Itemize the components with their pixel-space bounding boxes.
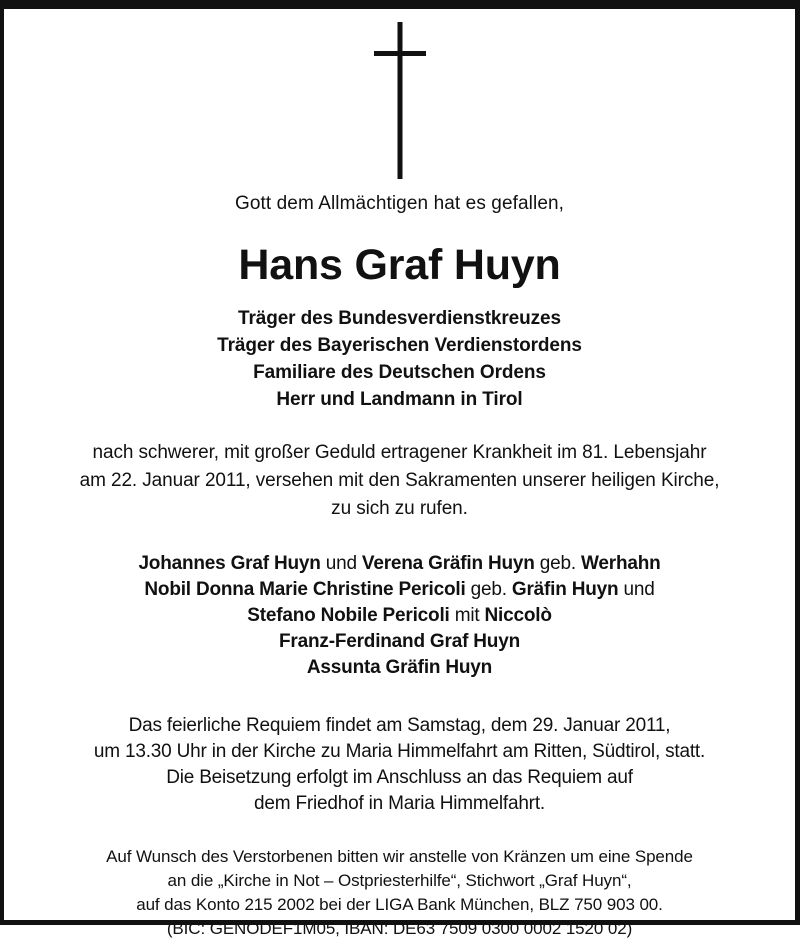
family-line bbox=[22, 629, 777, 655]
family-line bbox=[22, 551, 777, 577]
deceased-name: Hans Graf Huyn bbox=[238, 241, 561, 289]
requiem-line: dem Friedhof in Maria Himmelfahrt. bbox=[254, 793, 545, 814]
honor-line: Herr und Landmann in Tirol bbox=[276, 389, 523, 410]
family-name-run: Assunta Gräfin Huyn bbox=[306, 657, 493, 678]
family-connector-run: mit bbox=[449, 605, 485, 626]
cross-vertical-bar bbox=[397, 22, 402, 179]
death-paragraph bbox=[22, 439, 777, 523]
family-block bbox=[22, 551, 777, 681]
family-connector-run: und bbox=[618, 579, 655, 600]
donation-block bbox=[22, 845, 777, 941]
family-line bbox=[22, 655, 777, 681]
family-name-run: Stefano Nobile Pericoli bbox=[247, 605, 450, 626]
family-name-run: Gräfin Huyn bbox=[511, 579, 619, 600]
cross-horizontal-bar bbox=[374, 51, 426, 56]
death-paragraph-line: am 22. Januar 2011, versehen mit den Sakramenten unserer heiligen Kirche, bbox=[79, 470, 720, 491]
family-name-run: Werhahn bbox=[581, 553, 661, 574]
family-name-run: Niccolò bbox=[484, 605, 552, 626]
death-paragraph-line: nach schwerer, mit großer Geduld ertragener Krankheit im 81. Lebensjahr bbox=[92, 442, 707, 463]
family-name-run: Verena Gräfin Huyn bbox=[361, 553, 535, 574]
latin-cross-icon bbox=[374, 22, 426, 179]
family-connector-run: und bbox=[320, 553, 362, 574]
family-line bbox=[22, 577, 777, 603]
death-paragraph-line: zu sich zu rufen. bbox=[331, 498, 468, 519]
family-connector-run: geb. bbox=[465, 579, 512, 600]
donation-line: Auf Wunsch des Verstorbenen bitten wir anstelle von Kränzen um eine Spende bbox=[106, 847, 693, 866]
requiem-line: Die Beisetzung erfolgt im Anschluss an das Requiem auf bbox=[166, 767, 633, 788]
family-name-run: Johannes Graf Huyn bbox=[138, 553, 321, 574]
honors-block bbox=[22, 305, 777, 413]
honor-line: Träger des Bundesverdienstkreuzes bbox=[237, 308, 561, 329]
intro-line: Gott dem Allmächtigen hat es gefallen, bbox=[234, 193, 565, 214]
cross-symbol-area bbox=[22, 9, 777, 191]
family-connector-run: geb. bbox=[534, 553, 582, 574]
donation-line: an die „Kirche in Not – Ostpriesterhilfe“, Stichwort „Graf Huyn“, bbox=[167, 871, 632, 890]
family-line bbox=[22, 603, 777, 629]
donation-line: (BIC: GENODEF1M05, IBAN: DE63 7509 0300 0002 1520 02) bbox=[166, 919, 633, 938]
requiem-block bbox=[22, 713, 777, 817]
donation-line: auf das Konto 215 2002 bei der LIGA Bank München, BLZ 750 903 00. bbox=[136, 895, 663, 914]
requiem-line: Das feierliche Requiem findet am Samstag, dem 29. Januar 2011, bbox=[128, 715, 671, 736]
requiem-line: um 13.30 Uhr in der Kirche zu Maria Himmelfahrt am Ritten, Südtirol, statt. bbox=[93, 741, 706, 762]
family-name-run: Franz-Ferdinand Graf Huyn bbox=[279, 631, 520, 652]
notice-content bbox=[4, 9, 795, 938]
family-name-run: Nobil Donna Marie Christine Pericoli bbox=[144, 579, 466, 600]
honor-line: Familiare des Deutschen Ordens bbox=[253, 362, 546, 383]
honor-line: Träger des Bayerischen Verdienstordens bbox=[217, 335, 582, 356]
